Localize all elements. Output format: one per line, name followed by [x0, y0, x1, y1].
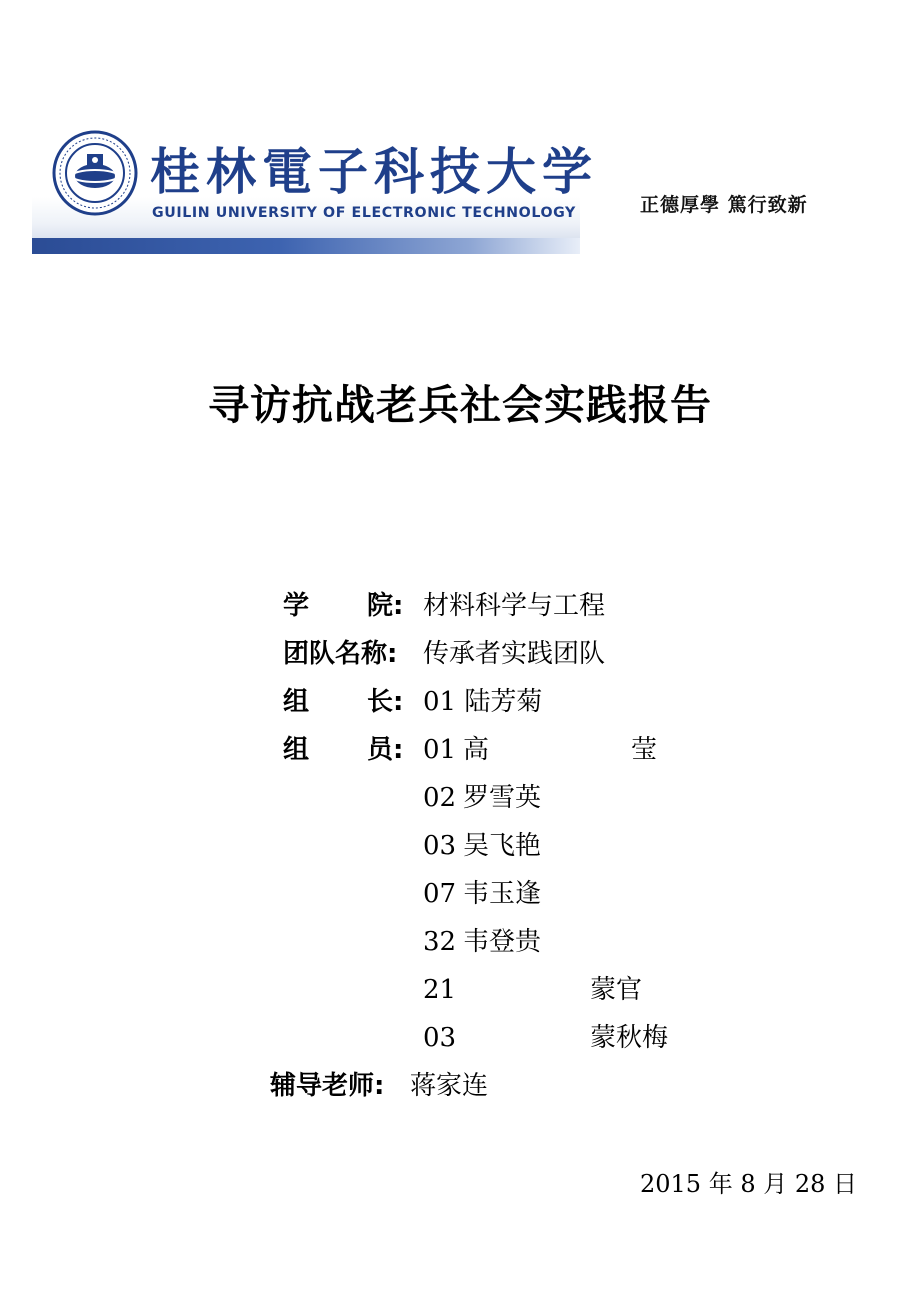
- university-seal-icon: [52, 130, 138, 216]
- member-name: 韦登贵: [463, 927, 542, 957]
- member-name: 罗雪英: [463, 783, 542, 813]
- member-number: 07: [423, 879, 457, 909]
- member-name: 高: [463, 735, 490, 765]
- report-date: 2015 年 8 月 28 日: [640, 1170, 858, 1198]
- member-name-tail: 蒙官: [590, 975, 643, 1005]
- member-number: 01: [423, 735, 457, 765]
- member-number: 02: [423, 783, 457, 813]
- member-number: 32: [423, 927, 457, 957]
- college-label-2: 院:: [367, 591, 404, 621]
- leader-value: 01 陆芳菊: [423, 687, 543, 717]
- college-label-1: 学: [283, 591, 310, 621]
- advisor-label: 辅导老师:: [270, 1071, 385, 1101]
- team-label: 团队名称:: [283, 639, 398, 669]
- banner-stripe: [32, 238, 580, 254]
- member-number: 03: [423, 831, 457, 861]
- member-number: 21: [423, 975, 457, 1005]
- members-label-1: 组: [283, 735, 310, 765]
- university-name-en: GUILIN UNIVERSITY OF ELECTRONIC TECHNOLOGY: [152, 205, 576, 221]
- college-value: 材料科学与工程: [423, 591, 606, 621]
- team-value: 传承者实践团队: [423, 639, 606, 669]
- member-number: 03: [423, 1023, 457, 1053]
- member-name: 吴飞艳: [463, 831, 542, 861]
- leader-label-1: 组: [283, 687, 310, 717]
- member-name-tail: 蒙秋梅: [590, 1023, 669, 1053]
- advisor-value: 蒋家连: [410, 1071, 489, 1101]
- university-name-cn: 桂林電子科技大学: [150, 142, 598, 201]
- university-motto: 正德厚學 篤行致新: [640, 194, 808, 216]
- member-name: 韦玉逢: [463, 879, 542, 909]
- report-title: 寻访抗战老兵社会实践报告: [208, 381, 712, 429]
- member-name-tail: 莹: [631, 735, 658, 765]
- members-label-2: 员:: [367, 735, 404, 765]
- leader-label-2: 长:: [367, 687, 404, 717]
